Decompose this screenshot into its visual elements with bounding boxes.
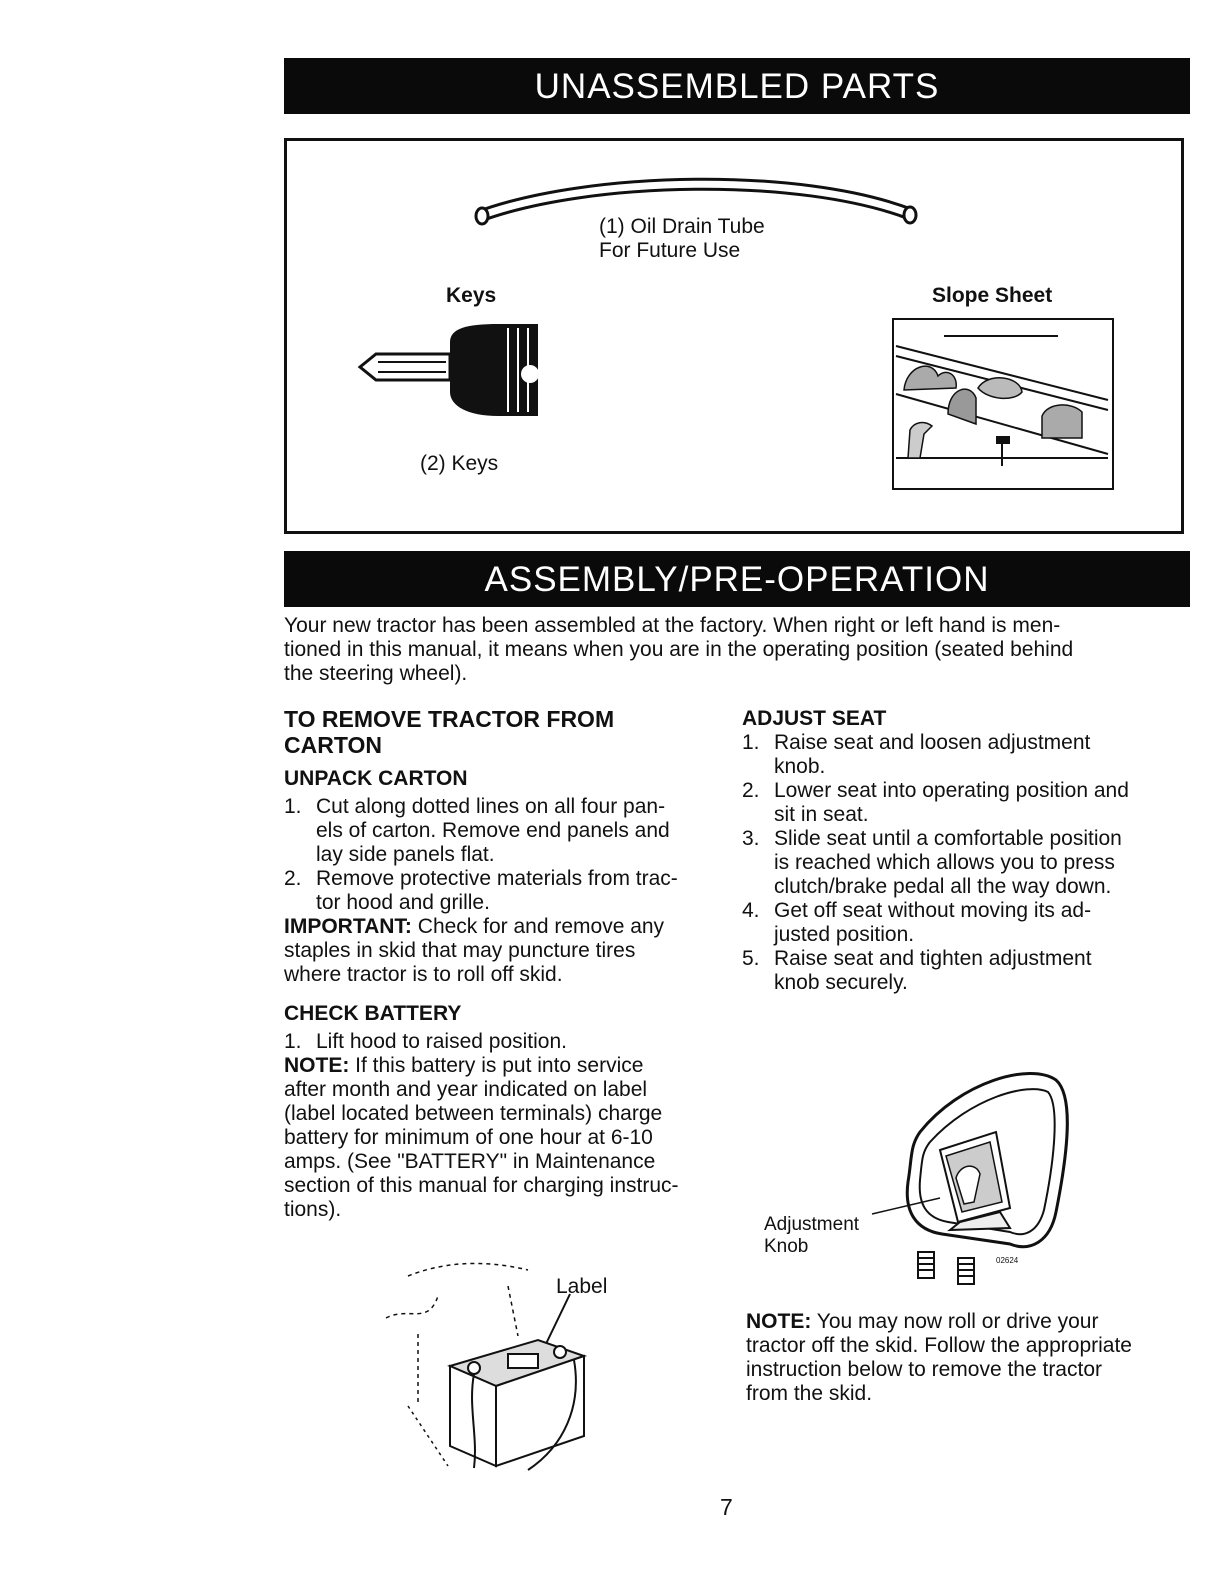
step-line: justed position. <box>774 923 915 946</box>
step-number: 4. <box>742 899 760 922</box>
intro-line: the steering wheel). <box>284 662 468 685</box>
step-line: knob securely. <box>774 971 908 994</box>
knob-label-line2: Knob <box>764 1236 809 1257</box>
important-line: staples in skid that may puncture tires <box>284 939 636 962</box>
step-line: sit in seat. <box>774 803 869 826</box>
step-line: is reached which allows you to press <box>774 851 1115 874</box>
adjust-seat-heading: ADJUST SEAT <box>742 707 887 730</box>
assembly-intro <box>284 614 1184 686</box>
step-number: 2. <box>284 867 302 890</box>
step-line: tor hood and grille. <box>316 891 490 914</box>
step-line: Cut along dotted lines on all four pan- <box>316 795 666 818</box>
note-line: section of this manual for charging instruc- <box>284 1174 679 1197</box>
adjust-step-3 <box>742 827 1182 899</box>
left-column <box>284 706 724 1222</box>
important-line: where tractor is to roll off skid. <box>284 963 563 986</box>
important-label: IMPORTANT: <box>284 915 412 938</box>
battery-note <box>284 1054 724 1222</box>
step-line: knob. <box>774 755 826 778</box>
assembly-pre-operation-banner: ASSEMBLY/PRE-OPERATION <box>284 551 1190 607</box>
key-icon <box>358 322 548 422</box>
adjustment-knob-callout <box>764 1214 859 1258</box>
slope-sheet-illustration <box>892 318 1114 490</box>
note-line: from the skid. <box>746 1382 873 1405</box>
oil-tube-caption-line1: (1) Oil Drain Tube <box>599 215 765 238</box>
adjust-step-4 <box>742 899 1182 947</box>
intro-line: Your new tractor has been assembled at the factory. When right or left hand is men- <box>284 614 1061 637</box>
step-number: 2. <box>742 779 760 802</box>
step-number: 1. <box>284 1030 302 1053</box>
step-line: Remove protective materials from trac- <box>316 867 678 890</box>
battery-step-1 <box>284 1030 724 1054</box>
figure-code: 02624 <box>996 1256 1019 1265</box>
check-battery-heading: CHECK BATTERY <box>284 1002 462 1025</box>
note-label: NOTE: <box>284 1054 350 1077</box>
step-line: Raise seat and tighten adjustment <box>774 947 1092 970</box>
keys-caption: (2) Keys <box>420 452 499 475</box>
remove-tractor-title-line1: TO REMOVE TRACTOR FROM <box>284 706 615 732</box>
step-line: Get off seat without moving its ad- <box>774 899 1092 922</box>
step-line: Lower seat into operating position and <box>774 779 1129 802</box>
roll-off-skid-note <box>746 1310 1186 1406</box>
unpack-step-2 <box>284 867 724 915</box>
note-line: tractor off the skid. Follow the appropriate <box>746 1334 1132 1357</box>
step-line: Slide seat until a comfortable position <box>774 827 1122 850</box>
intro-line: tioned in this manual, it means when you are in the operating position (seated behind <box>284 638 1074 661</box>
adjust-step-2 <box>742 779 1182 827</box>
note-text: You may now roll or drive your <box>811 1310 1099 1333</box>
step-number: 3. <box>742 827 760 850</box>
note-line: tions). <box>284 1198 342 1221</box>
oil-tube-caption-line2: For Future Use <box>599 239 741 262</box>
note-label: NOTE: <box>746 1310 812 1333</box>
unpack-carton-heading: UNPACK CARTON <box>284 767 468 790</box>
remove-tractor-title-line2: CARTON <box>284 732 382 758</box>
right-column <box>742 706 1182 995</box>
step-line: clutch/brake pedal all the way down. <box>774 875 1112 898</box>
note-line: amps. (See "BATTERY" in Maintenance <box>284 1150 656 1173</box>
step-number: 1. <box>742 731 760 754</box>
note-text: If this battery is put into service <box>349 1054 644 1077</box>
important-text: Check for and remove any <box>411 915 665 938</box>
note-line: after month and year indicated on label <box>284 1078 648 1101</box>
battery-label-caption: Label <box>556 1275 608 1298</box>
page-number: 7 <box>720 1494 733 1520</box>
note-line: instruction below to remove the tractor <box>746 1358 1102 1381</box>
keys-heading: Keys <box>446 284 497 307</box>
unassembled-parts-banner: UNASSEMBLED PARTS <box>284 58 1190 114</box>
important-paragraph <box>284 915 724 987</box>
adjust-step-5 <box>742 947 1182 995</box>
step-line: lay side panels flat. <box>316 843 495 866</box>
slope-sheet-heading: Slope Sheet <box>932 284 1053 307</box>
step-line: Lift hood to raised position. <box>316 1030 567 1053</box>
unpack-step-1 <box>284 795 724 867</box>
knob-label-line1: Adjustment <box>764 1214 860 1235</box>
step-number: 1. <box>284 795 302 818</box>
adjust-step-1 <box>742 731 1182 779</box>
step-line: els of carton. Remove end panels and <box>316 819 670 842</box>
note-line: battery for minimum of one hour at 6-10 <box>284 1126 653 1149</box>
seat-illustration <box>860 1062 1090 1292</box>
step-number: 5. <box>742 947 760 970</box>
note-line: (label located between terminals) charge <box>284 1102 663 1125</box>
step-line: Raise seat and loosen adjustment <box>774 731 1091 754</box>
